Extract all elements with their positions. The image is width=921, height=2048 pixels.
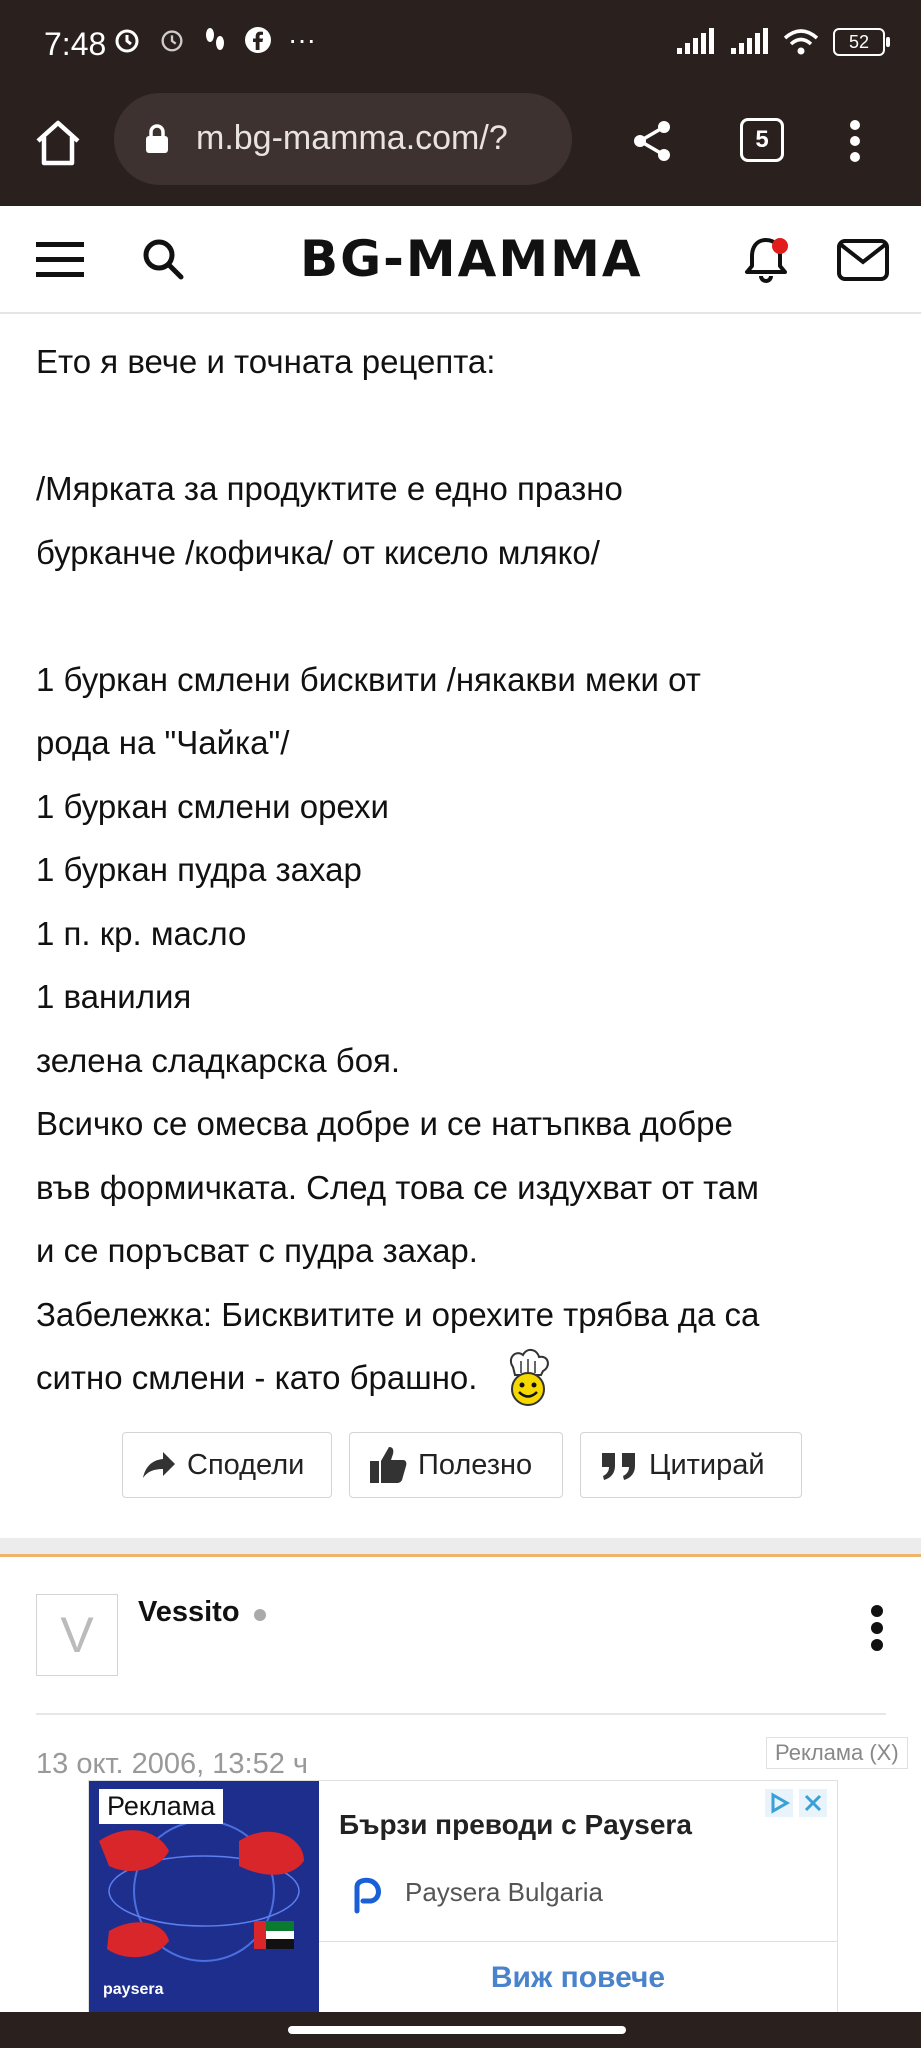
header-rule (36, 1713, 886, 1715)
status-time: 7:48 (44, 26, 107, 62)
ad-title[interactable]: Бързи преводи с Paysera (339, 1809, 692, 1840)
hamburger-menu-icon[interactable] (36, 240, 86, 280)
browser-toolbar (0, 93, 921, 206)
ad-banner[interactable] (88, 1780, 838, 2014)
battery-icon: 52 (833, 28, 885, 56)
thumbs-up-icon (368, 1445, 408, 1485)
ad-label[interactable]: Реклама (X) (766, 1737, 908, 1769)
ad-company[interactable]: Paysera Bulgaria (405, 1877, 603, 1907)
home-gesture-bar[interactable] (288, 2026, 626, 2034)
status-system-icons (675, 28, 885, 56)
post-line: във формичката. След това се издухват от там (36, 1168, 759, 1206)
more-notifications-icon: ··· (288, 24, 316, 55)
post-line: и се поръсват с пудра захар. (36, 1232, 478, 1269)
username[interactable]: Vessito (138, 1596, 240, 1628)
quote-icon (599, 1449, 639, 1481)
post-line: бурканче /кофичка/ от кисело мляко/ (36, 533, 600, 571)
avatar[interactable]: V (36, 1594, 118, 1676)
tab-switcher-button[interactable]: 5 (740, 118, 784, 162)
notification-badge (772, 238, 788, 254)
post-line-last (36, 1346, 896, 1410)
useful-label: Полезно (418, 1448, 533, 1481)
post-line: 1 ванилия (36, 978, 192, 1015)
ad-cta-button[interactable]: Виж повече (490, 1961, 666, 1994)
quote-button[interactable] (580, 1432, 802, 1498)
ad-choices[interactable] (765, 1789, 827, 1817)
post-line: 1 п. кр. масло (36, 914, 247, 952)
post-actions (122, 1432, 802, 1498)
share-arrow-icon (141, 1450, 177, 1480)
post-line: Ето я вече и точната рецепта: (36, 343, 496, 380)
share-label: Сподели (187, 1448, 305, 1481)
wifi-icon (783, 28, 819, 56)
adchoices-icon[interactable] (765, 1789, 793, 1817)
post-date: 13 окт. 2006, 13:52 ч (36, 1748, 309, 1780)
messages-mail-icon[interactable] (836, 238, 890, 282)
clock-icon (158, 26, 186, 54)
signal-icon-2 (729, 28, 769, 56)
system-navigation-bar (0, 2012, 921, 2048)
post-line: 1 буркан пудра захар (36, 851, 362, 888)
chef-smiley-emoji (503, 1347, 553, 1407)
site-logo[interactable]: BG-MAMMA (300, 230, 643, 288)
status-notification-icons (112, 24, 316, 56)
status-bar (0, 0, 921, 93)
post-line: рода на "Чайка"/ (36, 724, 290, 761)
post-line: зелена сладкарска боя. (36, 1041, 401, 1079)
share-icon[interactable] (630, 119, 674, 163)
post-options-icon[interactable] (870, 1604, 884, 1652)
ad-image-brand: paysera (103, 1981, 164, 1998)
lock-icon (144, 123, 170, 155)
post-line: 1 буркан смлени орехи (36, 787, 389, 825)
close-ad-icon[interactable] (799, 1789, 827, 1817)
paysera-logo-icon (347, 1877, 387, 1917)
useful-button[interactable] (349, 1432, 563, 1498)
alarm-icon (112, 25, 142, 55)
post-divider (0, 1538, 921, 1557)
share-post-button[interactable] (122, 1432, 332, 1498)
post-line: Всичко се омесва добре и се натъпква добре (36, 1105, 733, 1142)
post-line: ситно смлени - като брашно. (36, 1359, 478, 1396)
ad-badge: Реклама (99, 1789, 223, 1824)
post-content (36, 330, 896, 1410)
post-line: 1 буркан смлени бисквити /някакви меки от (36, 660, 701, 698)
search-icon[interactable] (140, 236, 186, 282)
steps-icon (202, 25, 228, 55)
signal-icon (675, 28, 715, 56)
url-text[interactable]: m.bg-mamma.com/? (196, 119, 508, 157)
online-status-dot (254, 1609, 266, 1621)
quote-label: Цитирай (649, 1448, 765, 1481)
home-icon[interactable] (30, 115, 86, 171)
post-line: /Мярката за продуктите е едно празно (36, 470, 623, 507)
post-line: Забележка: Бисквитите и орехите трябва да са (36, 1295, 760, 1333)
ad-image[interactable] (89, 1781, 319, 2013)
ad-separator (319, 1941, 837, 1942)
facebook-icon (244, 26, 272, 54)
browser-menu-icon[interactable] (848, 119, 862, 163)
address-bar[interactable] (114, 93, 572, 185)
site-header (0, 206, 921, 314)
